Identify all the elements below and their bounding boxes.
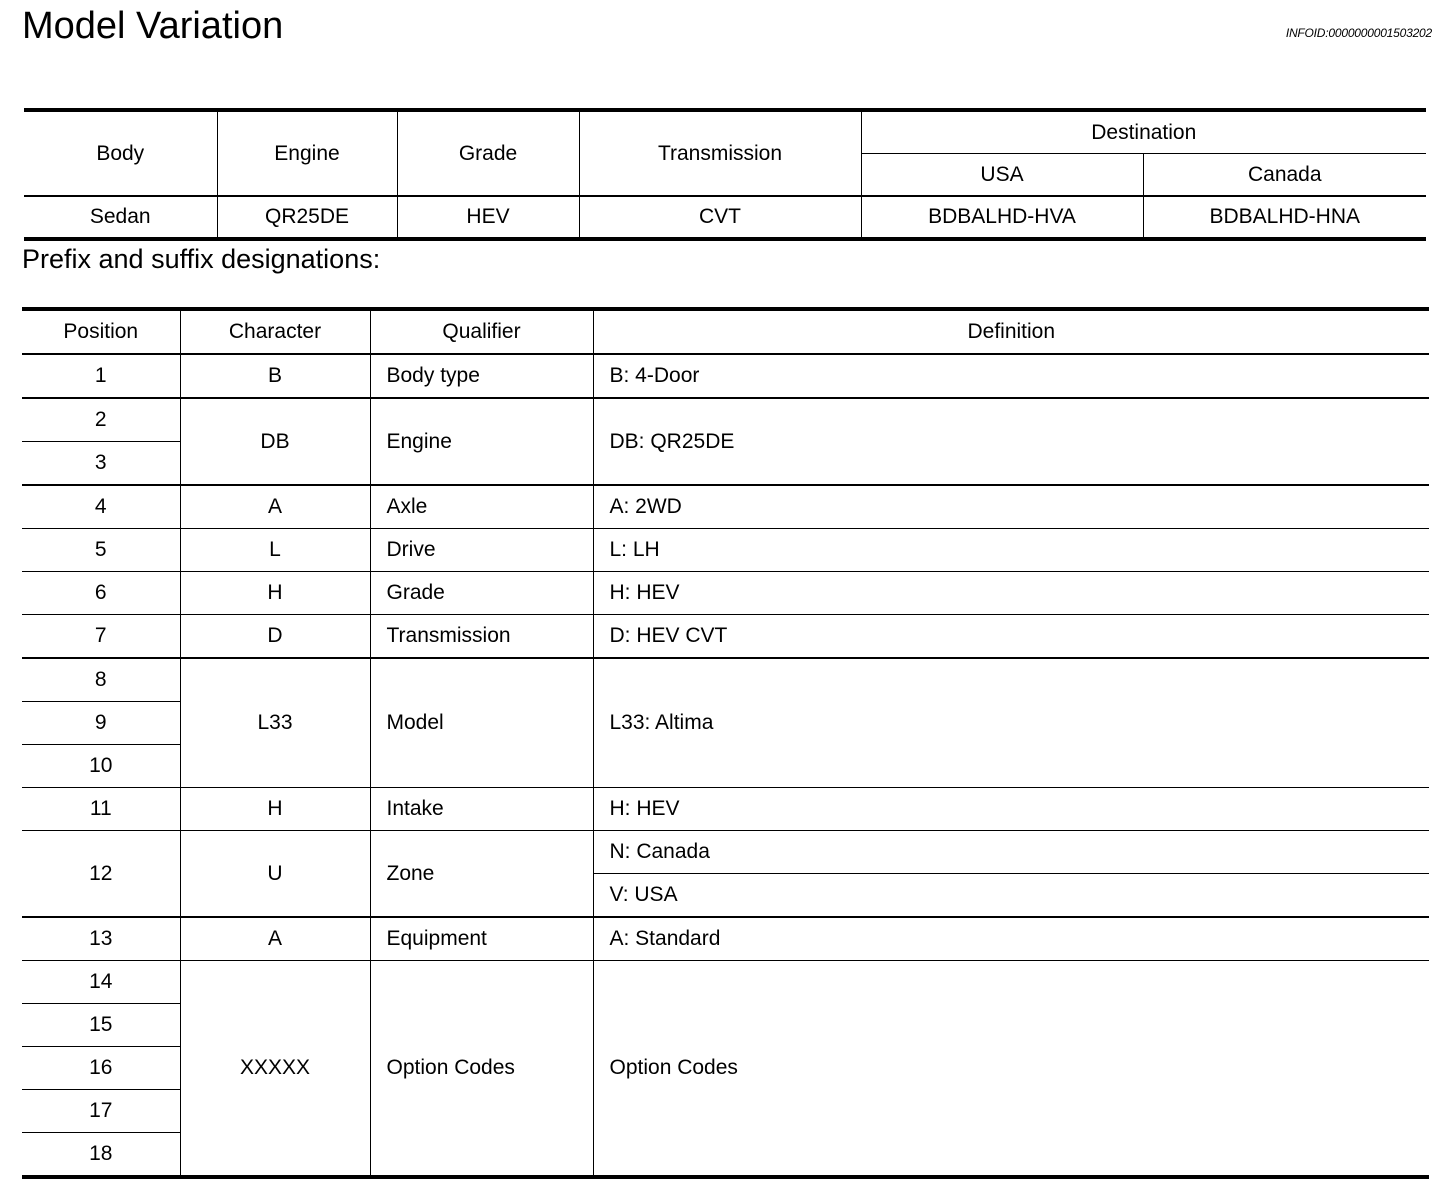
position-cell: 7: [22, 615, 180, 659]
model-variation-table: [24, 108, 1426, 241]
cell-usa-model-code: BDBALHD-HVA: [861, 196, 1143, 239]
position-cell: 9: [22, 702, 180, 745]
cell-transmission: CVT: [579, 196, 861, 239]
character-cell: A: [180, 485, 370, 529]
table-row: [22, 917, 1429, 961]
table-row: [22, 961, 1429, 1004]
qualifier-cell: Equipment: [370, 917, 593, 961]
definition-cell: B: 4-Door: [593, 354, 1429, 398]
definition-cell: Option Codes: [593, 961, 1429, 1178]
qualifier-cell: Grade: [370, 572, 593, 615]
header-position: Position: [22, 309, 180, 354]
definition-cell: N: Canada: [593, 831, 1429, 874]
table-row: [22, 831, 1429, 874]
position-cell: 2: [22, 398, 180, 442]
qualifier-cell: Intake: [370, 788, 593, 831]
header-character: Character: [180, 309, 370, 354]
definition-cell: L: LH: [593, 529, 1429, 572]
table-row: [22, 615, 1429, 659]
header-transmission: Transmission: [579, 110, 861, 196]
table-row: [22, 788, 1429, 831]
character-cell: DB: [180, 398, 370, 485]
position-cell: 17: [22, 1090, 180, 1133]
character-cell: L33: [180, 658, 370, 788]
cell-engine: QR25DE: [217, 196, 397, 239]
header-grade: Grade: [397, 110, 579, 196]
position-cell: 5: [22, 529, 180, 572]
definition-cell: DB: QR25DE: [593, 398, 1429, 485]
cell-body: Sedan: [24, 196, 217, 239]
position-cell: 4: [22, 485, 180, 529]
header-usa: USA: [861, 154, 1143, 197]
character-cell: L: [180, 529, 370, 572]
qualifier-cell: Axle: [370, 485, 593, 529]
qualifier-cell: Transmission: [370, 615, 593, 659]
table-row: [22, 485, 1429, 529]
header-row: [22, 309, 1429, 354]
table-row: [22, 529, 1429, 572]
definition-cell: D: HEV CVT: [593, 615, 1429, 659]
definition-cell: H: HEV: [593, 572, 1429, 615]
definition-cell: H: HEV: [593, 788, 1429, 831]
qualifier-cell: Option Codes: [370, 961, 593, 1178]
header-definition: Definition: [593, 309, 1429, 354]
character-cell: D: [180, 615, 370, 659]
header-qualifier: Qualifier: [370, 309, 593, 354]
qualifier-cell: Engine: [370, 398, 593, 485]
header-canada: Canada: [1143, 154, 1426, 197]
header-engine: Engine: [217, 110, 397, 196]
header-body: Body: [24, 110, 217, 196]
qualifier-cell: Drive: [370, 529, 593, 572]
character-cell: B: [180, 354, 370, 398]
position-cell: 12: [22, 831, 180, 918]
position-cell: 14: [22, 961, 180, 1004]
position-cell: 10: [22, 745, 180, 788]
position-cell: 1: [22, 354, 180, 398]
character-cell: U: [180, 831, 370, 918]
table-row: [24, 196, 1426, 239]
designation-table: [22, 307, 1429, 1179]
table-row: [22, 398, 1429, 442]
cell-grade: HEV: [397, 196, 579, 239]
character-cell: H: [180, 788, 370, 831]
definition-cell: A: Standard: [593, 917, 1429, 961]
position-cell: 18: [22, 1133, 180, 1178]
page-title: Model Variation: [22, 5, 284, 47]
table-row: [22, 658, 1429, 702]
character-cell: H: [180, 572, 370, 615]
character-cell: XXXXX: [180, 961, 370, 1178]
info-id: INFOID:0000000001503202: [1285, 26, 1432, 40]
header-destination: Destination: [861, 110, 1426, 154]
definition-cell: A: 2WD: [593, 485, 1429, 529]
position-cell: 15: [22, 1004, 180, 1047]
definition-cell: V: USA: [593, 874, 1429, 918]
qualifier-cell: Model: [370, 658, 593, 788]
qualifier-cell: Zone: [370, 831, 593, 918]
cell-canada-model-code: BDBALHD-HNA: [1143, 196, 1426, 239]
character-cell: A: [180, 917, 370, 961]
section-subtitle: Prefix and suffix designations:: [22, 244, 381, 274]
qualifier-cell: Body type: [370, 354, 593, 398]
position-cell: 16: [22, 1047, 180, 1090]
position-cell: 6: [22, 572, 180, 615]
table-row: [22, 354, 1429, 398]
position-cell: 13: [22, 917, 180, 961]
position-cell: 11: [22, 788, 180, 831]
position-cell: 8: [22, 658, 180, 702]
definition-cell: L33: Altima: [593, 658, 1429, 788]
table-row: [22, 572, 1429, 615]
position-cell: 3: [22, 442, 180, 486]
